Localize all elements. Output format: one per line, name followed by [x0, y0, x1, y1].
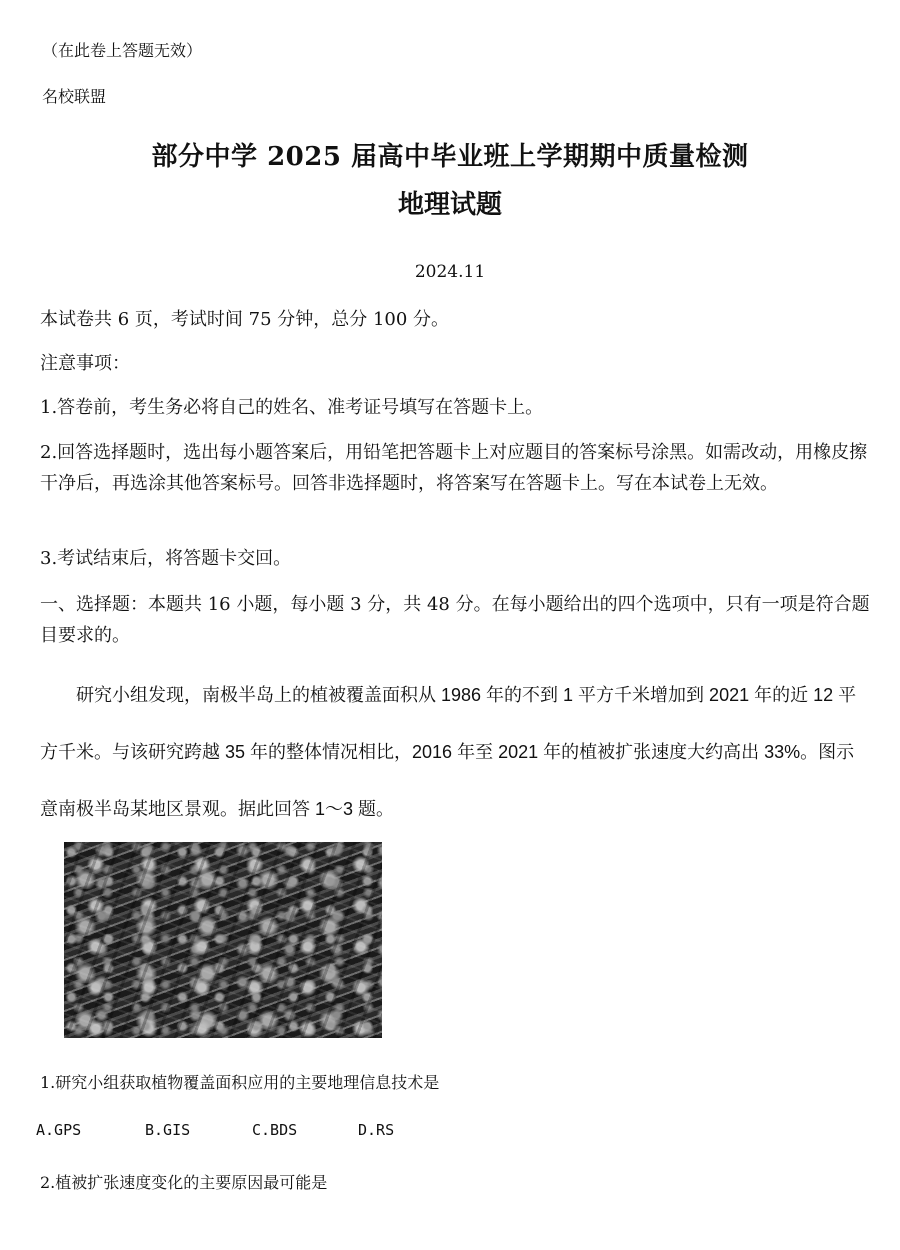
notice-heading: 注意事项： [40, 353, 130, 374]
exam-note: （在此卷上答题无效） [42, 41, 203, 60]
notice-item-2: 2.回答选择题时，选出每小题答案后，用铅笔把答题卡上对应题目的答案标号涂黑。如需改动，用橡皮擦干净后，再选涂其他答案标号。回答非选择题时，将答案写在答题卡上。写在本试卷上无效。 [40, 442, 868, 494]
question-1-option-c: C.BDS [252, 1121, 298, 1139]
school-alliance: 名校联盟 [42, 87, 107, 106]
notice-item-3: 3.考试结束后，将答题卡交回。 [40, 548, 292, 569]
exam-summary: 本试卷共 6 页，考试时间 75 分钟，总分 100 分。 [40, 309, 450, 330]
image-texture [64, 842, 382, 1038]
passage-text: 研究小组发现，南极半岛上的植被覆盖面积从 1986 年的不到 1 平方千米增加到 2021 年的近 12 平方千米。与该研究跨越 35 年的整体情况相比，2016 年至 2021 年的植被扩张速度大约高出 33%。图示意南极半岛某地区景观。据此回答 1～3 题。 [40, 685, 857, 819]
question-1-option-d: D.RS [358, 1121, 395, 1139]
question-2-stem: 2.植被扩张速度变化的主要原因最可能是 [40, 1173, 328, 1192]
section-heading: 一、选择题：本题共 16 小题，每小题 3 分，共 48 分。在每小题给出的四个选项中，只有一项是符合题目要求的。 [40, 594, 870, 646]
notice-item-1: 1.答卷前，考生务必将自己的姓名、准考证号填写在答题卡上。 [40, 397, 544, 418]
question-1-option-a: A.GPS [36, 1121, 82, 1139]
subject-title: 地理试题 [397, 190, 502, 220]
exam-date: 2024.11 [414, 262, 486, 282]
antarctic-landscape-image [64, 842, 382, 1038]
question-1-stem: 1.研究小组获取植物覆盖面积应用的主要地理信息技术是 [40, 1073, 440, 1092]
exam-title: 部分中学 2025 届高中毕业班上学期期中质量检测 [151, 142, 749, 172]
question-1-option-b: B.GIS [145, 1121, 191, 1139]
